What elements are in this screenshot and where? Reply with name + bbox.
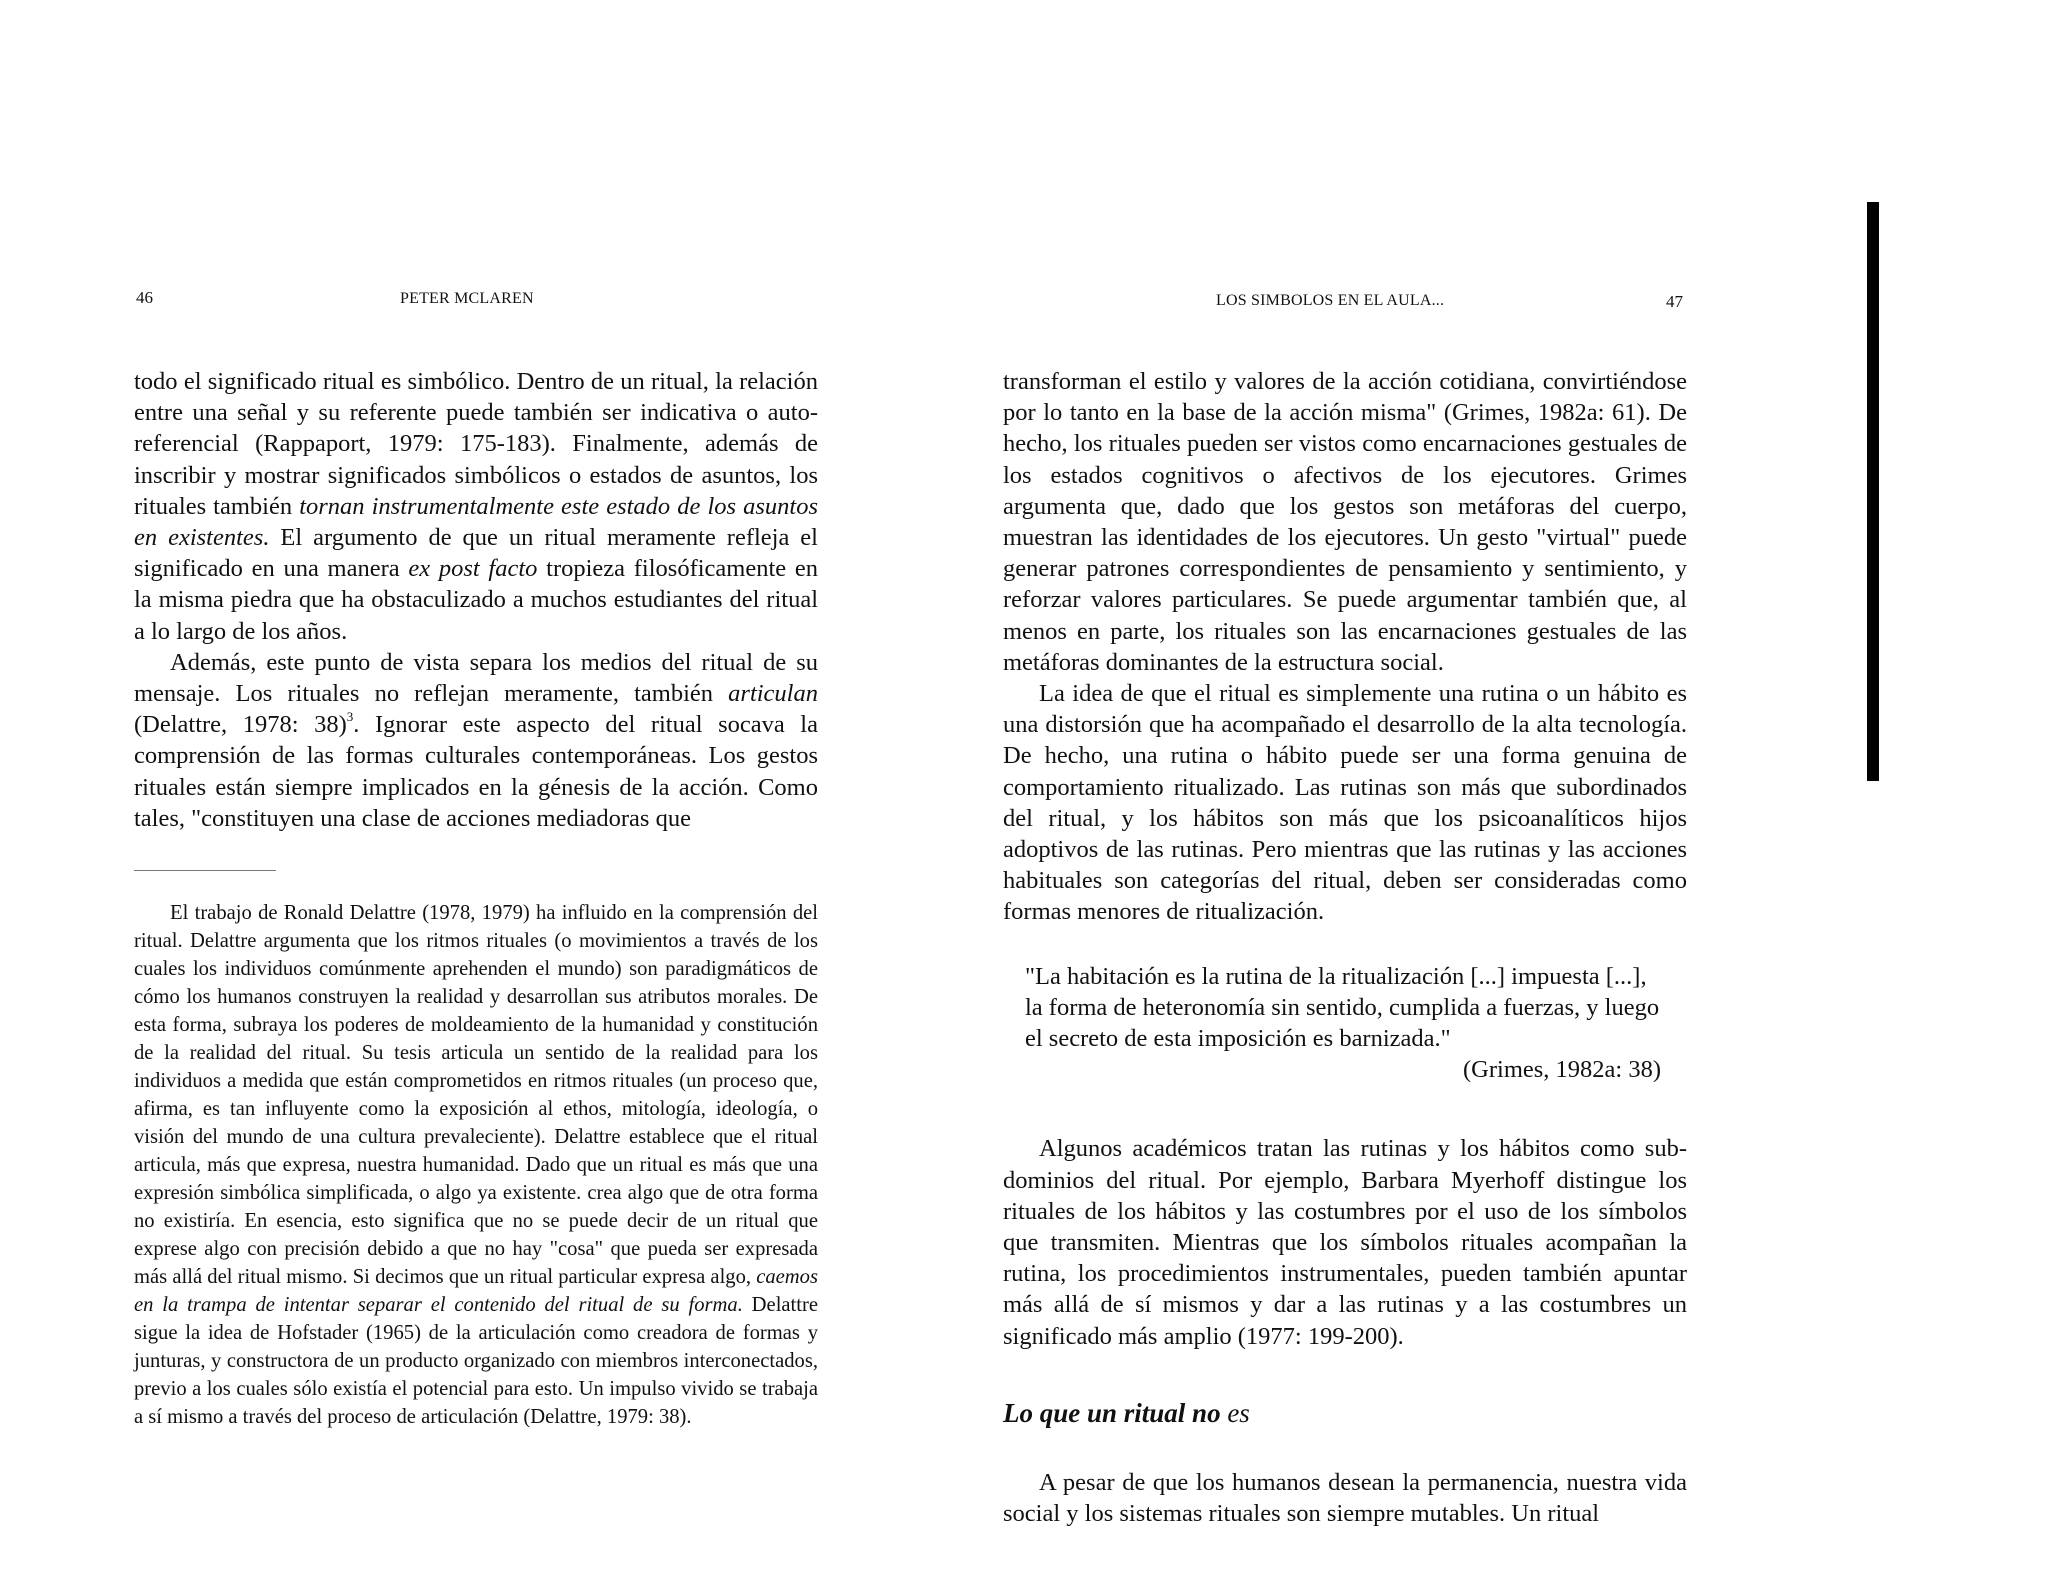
footnote: El trabajo de Ronald Delattre (1978, 1979) ha influido en la comprensión del ritual. Delattre argumenta que los ritmos rituales (o movimientos a través de los cuales los individuos comúnmente aprehenden el mundo) son paradigmáticos de cómo los humanos construyen la realidad y desarrollan sus atributos morales. De esta forma, subraya los poderes de moldeamiento de la humanidad y constitución de la realidad del ritual. Su tesis articula un sentido de la realidad para los individuos a medida que están comprometidos en ritmos rituales (un proceso que, afirma, es tan influyente como la exposición al ethos, mitología, ideología, o visión del mundo de una cultura prevaleciente). Delattre establece que el ritual articula, más que expresa, nuestra humanidad. Dado que un ritual es más que una expresión simbólica simplificada, o algo ya existente. crea algo que de otra forma no existiría. En esencia, esto significa que no se puede decir de un ritual que exprese algo con precisión debido a que no hay "cosa" que pueda ser expresada más allá del ritual mismo. Si decimos que un ritual particular expresa algo, caemos en la trampa de intentar separar el contenido del ritual de su forma. Delattre sigue la idea de Hofstader (1965) de la articulación como creadora de formas y junturas, y constructora de un producto organizado con miembros interconectados, previo a los cuales sólo existía el potencial para esto. Un impulso vivido se trabaja a sí mismo a través del proceso de articulación (Delattre, 1979: 38). <box>134 902 818 1429</box>
block-quote <box>1025 961 1665 1086</box>
quote-citation: (Grimes, 1982a: 38) <box>1463 1056 1661 1084</box>
page-number: 46 <box>136 288 153 307</box>
page-number: 47 <box>1666 292 1683 311</box>
footnote-marker: 3 <box>346 709 354 725</box>
running-head: PETER MCLAREN <box>400 290 534 307</box>
paragraph: La idea de que el ritual es simplemente una rutina o un hábito es una distorsión que ha acompañado el desarrollo de la alta tecnología. De hecho, una rutina o hábito puede ser una forma genuina de comportamiento ritualizado. Las rutinas son más que subordinados del ritual, y los hábitos son más que los psicoanalíticos hijos adoptivos de las rutinas. Pero mientras que las rutinas y las acciones habituales son categorías del ritual, deben ser consideradas como formas menores de ritualización. <box>1003 680 1687 926</box>
paragraph: todo el significado ritual es simbólico. Dentro de un ritual, la relación entre una señal y su referente puede también ser indicativa o auto-referencial (Rappaport, 1979: 175-183). Finalmente, además de inscribir y mostrar significados simbólicos o estados de asuntos, los rituales también tornan instrumentalmente este estado de los asuntos en existentes. El argumento de que un ritual meramente refleja el significado en una manera ex post facto tropieza filosóficamente en la misma piedra que ha obstaculizado a muchos estudiantes del ritual a lo largo de los años. <box>134 368 819 645</box>
right-body-text <box>1003 366 1687 1529</box>
running-head: LOS SIMBOLOS EN EL AULA... <box>1216 292 1445 309</box>
paragraph: transforman el estilo y valores de la acción cotidiana, convirtiéndose por lo tanto en la base de la acción misma" (Grimes, 1982a: 61). De hecho, los rituales pueden ser vistos como encarnaciones gestuales de los estados cognitivos o afectivos de los ejecutores. Grimes argumenta que, dado que los gestos son metáforas del cuerpo, muestran las identidades de los ejecutores. Un gesto "virtual" puede generar patrones correspondientes de pensamiento y sentimiento, y reforzar valores particulares. Se puede argumentar también que, al menos en parte, los rituales son las encarnaciones gestuales de las metáforas dominantes de la estructura social. <box>1003 368 1687 676</box>
section-heading: Lo que un ritual no es <box>1003 1397 1250 1428</box>
footnote-rule <box>134 870 276 871</box>
paragraph: Algunos académicos tratan las rutinas y los hábitos como subdominios del ritual. Por ejemplo, Barbara Myerhoff distingue los rituales de los hábitos y las costumbres por el uso de los símbolos que transmiten. Mientras que los símbolos rituales acompañan la rutina, los procedimientos instrumentales, pueden también apuntar más allá de sí mismos y dar a las rutinas y a las costumbres un significado más amplio (1977: 199-200). <box>1003 1135 1687 1350</box>
scan-edge-bar <box>1867 202 1879 781</box>
paragraph: A pesar de que los humanos desean la permanencia, nuestra vida social y los sistemas rituales son siempre mutables. Un ritual <box>1003 1468 1687 1528</box>
quote-text: "La habitación es la rutina de la ritualización [...] impuesta [...], la forma de heteronomía sin sentido, cumplida a fuerzas, y luego el secreto de esta imposición es barnizada." <box>1025 962 1660 1053</box>
left-body-text <box>134 366 818 1431</box>
paragraph: Además, este punto de vista separa los medios del ritual de su mensaje. Los rituales no reflejan meramente, también articulan (Delattre, 1978: 38)$^3$. Ignorar este aspecto del ritual socava la comprensión de las formas culturales contemporáneas. Los gestos rituales están siempre implicados en la génesis de la acción. Como tales, "constituyen una clase de acciones mediadoras que <box>134 648 818 832</box>
